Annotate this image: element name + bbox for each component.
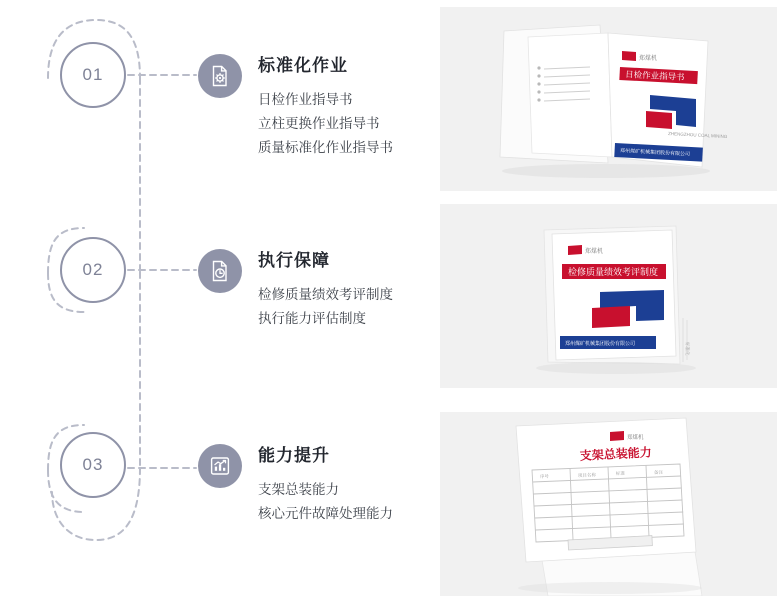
document-gear-icon (198, 54, 242, 98)
step-title-3: 能力提升 (258, 446, 330, 465)
step-text-2 (258, 251, 438, 331)
svg-text:序号: 序号 (539, 473, 550, 479)
step-number-badge-1 (60, 42, 126, 108)
step-number-3: 03 (82, 455, 104, 474)
svg-text:检修质量绩效考评制度: 检修质量绩效考评制度 (568, 267, 659, 277)
step-number-1: 01 (82, 65, 104, 84)
step-line: 质量标准化作业指导书 (258, 139, 393, 155)
photo-gallery (437, 0, 780, 603)
step-line: 支架总装能力 (258, 482, 339, 498)
svg-text:郑州煤矿机械集团股份有限公司: 郑州煤矿机械集团股份有限公司 (565, 341, 636, 347)
step-line: 立柱更换作业指导书 (258, 116, 380, 132)
chart-growth-icon (198, 444, 242, 488)
step-title-1: 标准化作业 (258, 56, 348, 75)
step-title-2: 执行保障 (258, 251, 330, 270)
timeline-step-3 (0, 400, 440, 580)
step-number-2: 02 (82, 260, 104, 279)
svg-text:支架总装能力: 支架总装能力 (579, 445, 653, 463)
svg-text:标准化: 标准化 (685, 342, 690, 356)
svg-text:备注: 备注 (653, 469, 664, 475)
step-text-3 (258, 446, 438, 526)
svg-text:郑煤机: 郑煤机 (627, 435, 644, 441)
step-text-1 (258, 56, 438, 159)
svg-text:项目名称: 项目名称 (577, 472, 597, 478)
step-line: 日检作业指导书 (258, 92, 353, 108)
document-photo-capability (440, 412, 777, 596)
step-line: 执行能力评估制度 (258, 311, 366, 327)
svg-text:郑煤机: 郑煤机 (639, 56, 658, 62)
step-line: 检修质量绩效考评制度 (258, 287, 393, 303)
svg-text:ZHENGZHOU COAL MINING: ZHENGZHOU COAL MINING (667, 131, 728, 140)
step-line: 核心元件故障处理能力 (258, 506, 393, 522)
booklet-photo-execution (440, 204, 777, 388)
svg-text:日检作业指导书: 日检作业指导书 (624, 69, 685, 83)
svg-text:郑煤机: 郑煤机 (585, 249, 604, 255)
svg-text:标准: 标准 (615, 470, 626, 476)
step-number-badge-3 (60, 432, 126, 498)
timeline-step-2 (0, 205, 440, 385)
timeline-step-1 (0, 10, 440, 190)
svg-text:郑州煤矿机械集团股份有限公司: 郑州煤矿机械集团股份有限公司 (619, 148, 691, 158)
document-clock-icon (198, 249, 242, 293)
step-number-badge-2 (60, 237, 126, 303)
booklet-photo-standard-work (440, 7, 777, 191)
